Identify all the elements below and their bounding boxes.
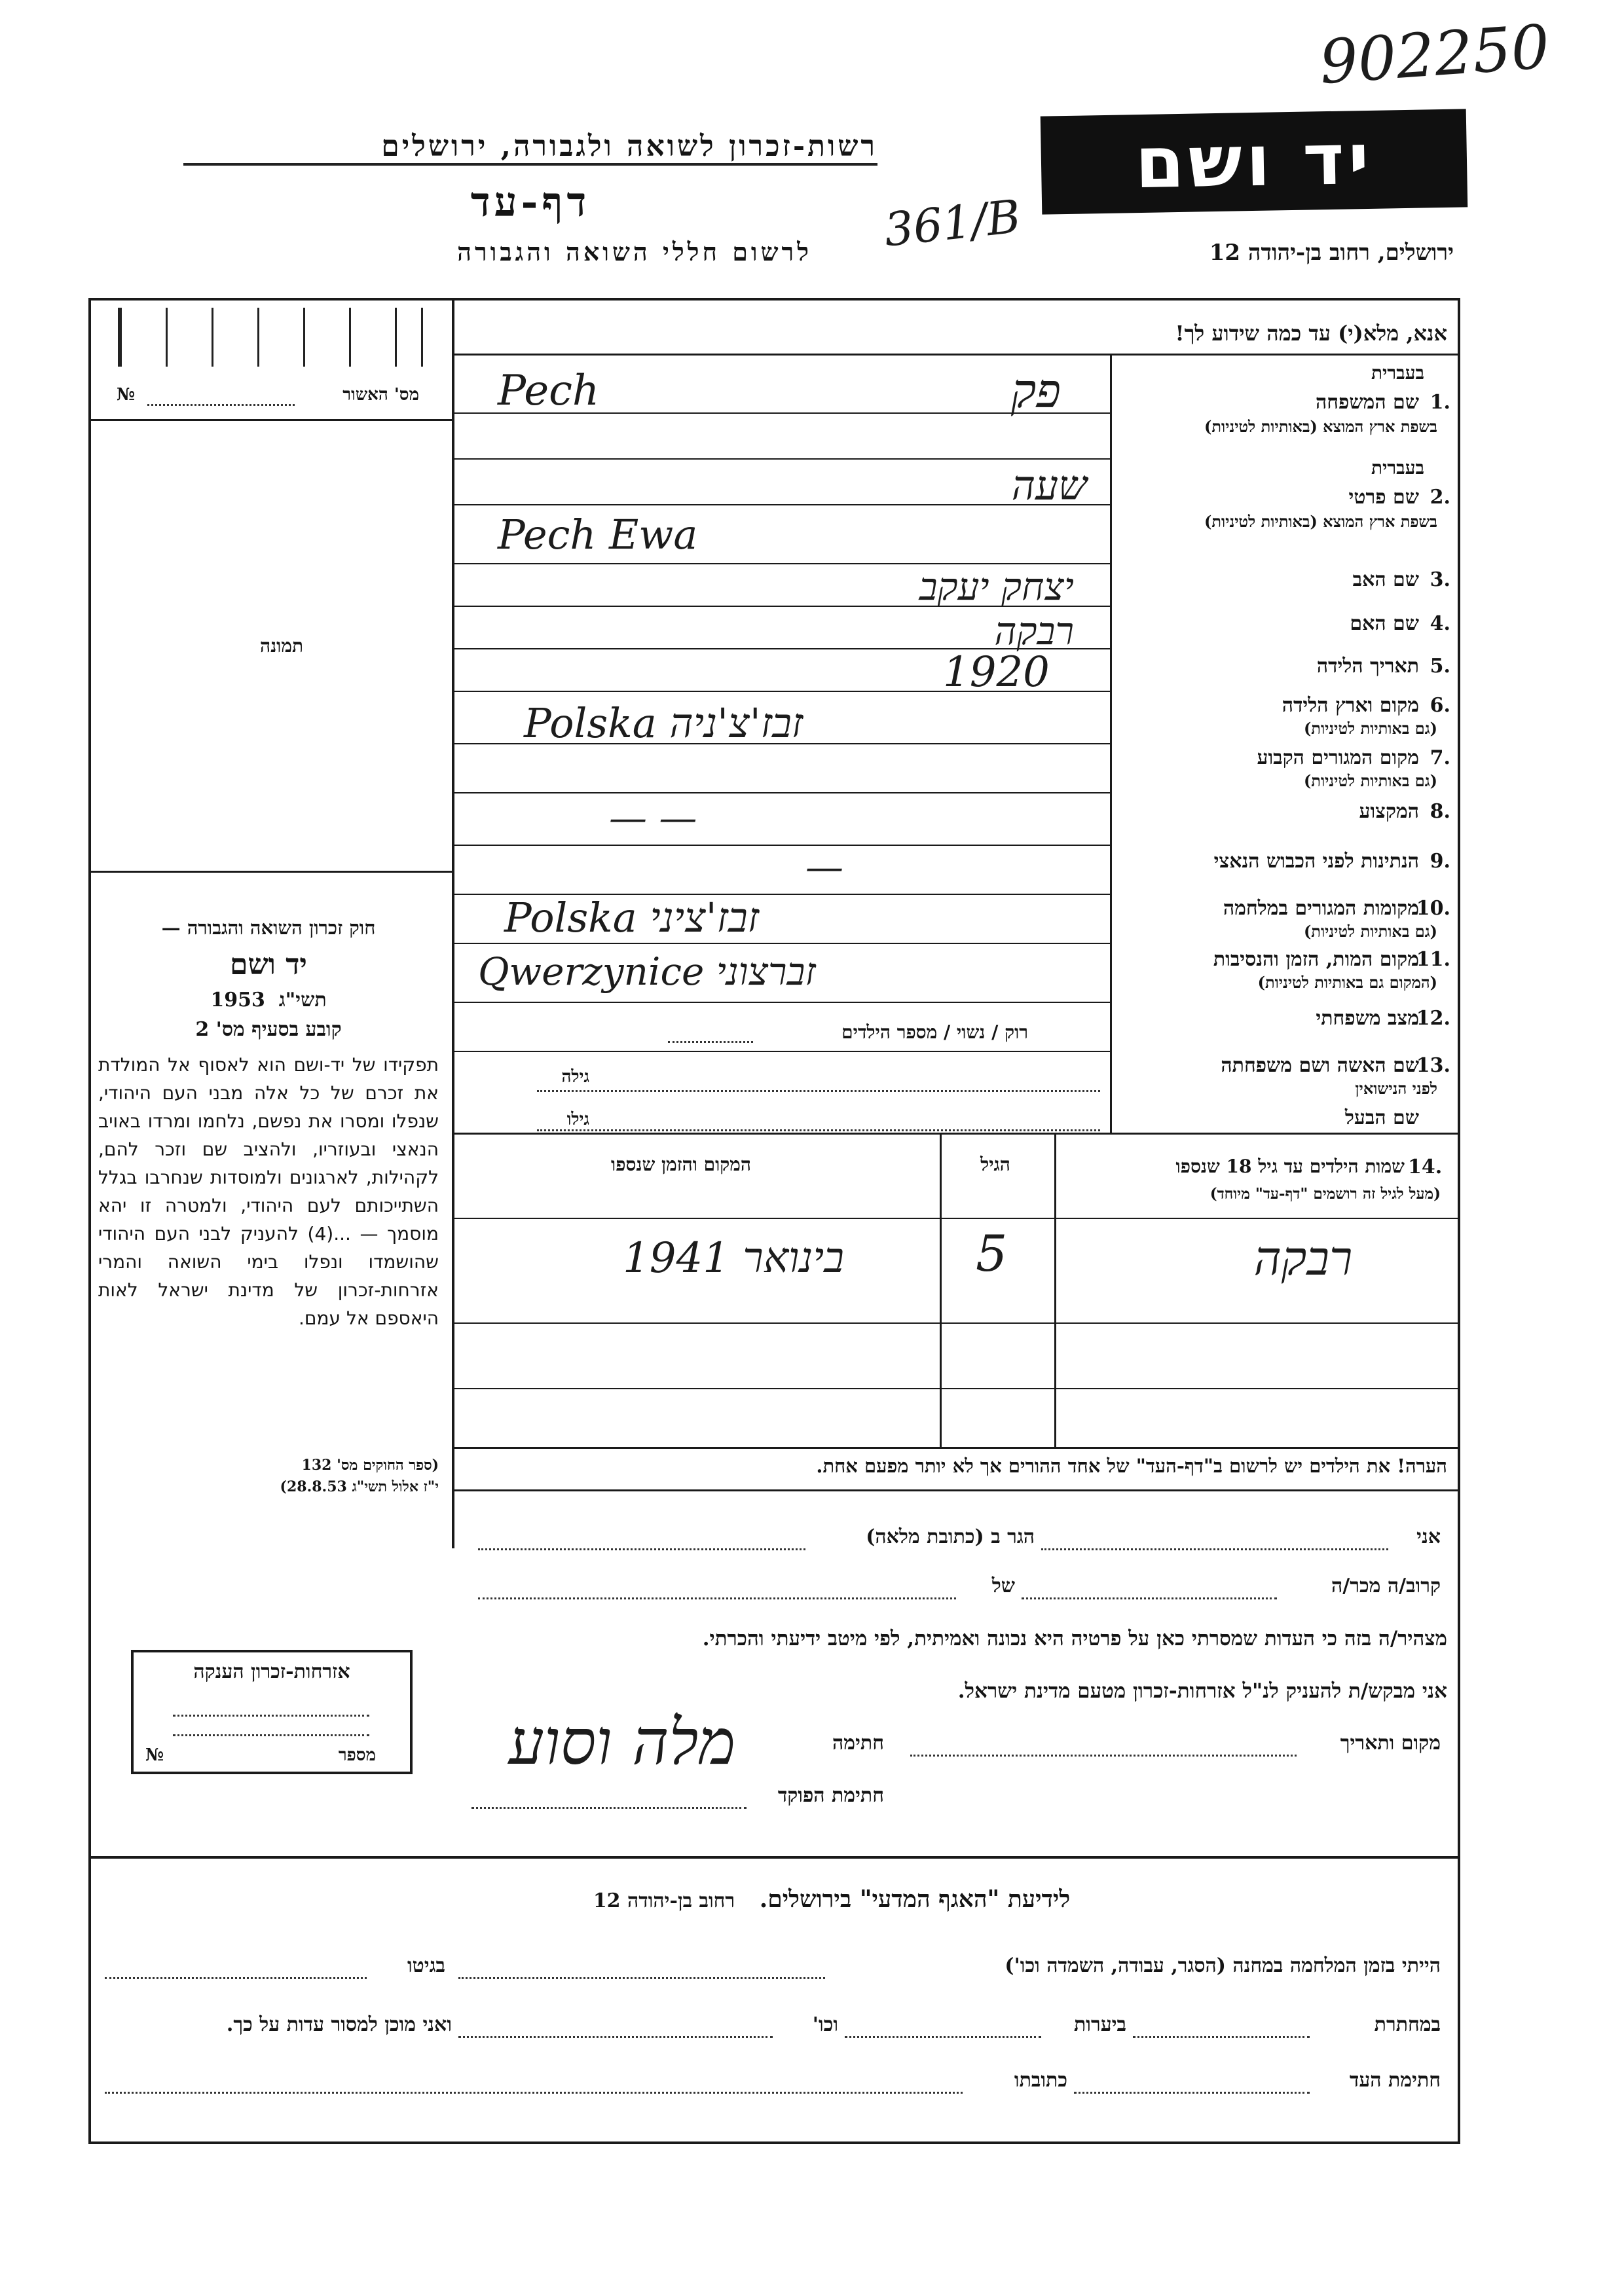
approval-no: № xyxy=(117,385,136,405)
col-place: המקום והזמן שנספו xyxy=(611,1154,751,1175)
field-num: 9. xyxy=(1430,850,1450,873)
wartime-residence: Polska זבז'ציני xyxy=(504,894,760,941)
law-name: יד ושם xyxy=(230,948,307,981)
form-title: דף-עד xyxy=(470,178,591,226)
photo-label: תמונה xyxy=(259,635,304,657)
child-name: רבקה xyxy=(1253,1231,1353,1286)
children-sub: (מעל לגיל זה רושמים "דף-עד" מיוחד) xyxy=(1209,1185,1441,1203)
decl-statement: מצהיר/ה בזה כי העדות שמסרתי כאן על פרטיה היא נכונה ואמיתית, לפי מיטב ידיעתי והכרתי. xyxy=(702,1627,1447,1650)
memorial-box xyxy=(131,1650,413,1774)
field-num: 3. xyxy=(1430,568,1450,591)
field-num: 5. xyxy=(1430,655,1450,678)
approval-label: מס' האשור xyxy=(342,385,419,405)
field-num: 1. xyxy=(1430,391,1450,414)
children-note: הערה! את הילדים יש לרשום ב"דף-העד" של אחד ההורים אך לא יותר מפעם אחת. xyxy=(816,1455,1447,1477)
field-sub: בשפת ארץ המוצא (באותיות לטיניות) xyxy=(1204,512,1437,531)
decl-official: חתימת הפוקד xyxy=(777,1784,884,1807)
surname-latin: Pech xyxy=(498,367,600,415)
field-sub: (גם באותיות לטיניות) xyxy=(1303,771,1437,790)
memorial-title: אזרחות-זכרון הענקה xyxy=(193,1660,350,1683)
field-label: שם האשה ושם משפחתה xyxy=(1221,1054,1419,1077)
bottom-ghetto: בגיטו xyxy=(407,1954,445,1977)
father-name: יצחק יעקב xyxy=(919,564,1074,609)
birth-place: Polska זבז'צ'ניה xyxy=(524,699,803,747)
children-label: שמות הילדים עד גיל 18 שנספו xyxy=(1175,1156,1405,1177)
field-label: מקום המגורים הקבוע xyxy=(1257,746,1419,769)
memorial-no: № xyxy=(145,1745,164,1765)
field-num: 8. xyxy=(1430,800,1450,823)
bottom-etc: וכו' xyxy=(812,2013,838,2036)
intro-text: אנא, מלא(י) עד כמה שידוע לך! xyxy=(1175,321,1447,346)
law-title: חוק זכרון השואה והגבורה — xyxy=(161,917,376,939)
bottom-heading xyxy=(471,1886,1192,1913)
bottom-willing: ואני מוכן למסור עדות על כך. xyxy=(226,2013,452,2036)
husband-age-label: גילו xyxy=(566,1110,589,1129)
decl-of: של xyxy=(991,1575,1015,1597)
field-num: 2. xyxy=(1430,486,1450,509)
field-label: שם האב xyxy=(1352,568,1419,591)
field-label: שם הבעל xyxy=(1344,1106,1419,1129)
form-subtitle: לרשום חללי השואה והגבורה xyxy=(457,237,812,266)
birth-date: 1920 xyxy=(943,648,1050,697)
field-num: 10. xyxy=(1416,897,1450,920)
field-sub: (גם באותיות לטיניות) xyxy=(1303,922,1437,941)
death-place: Qwerzynice זברצוני xyxy=(478,949,816,994)
law-year-num: 1953 xyxy=(210,989,265,1011)
mother-name: רבקה xyxy=(994,609,1074,653)
field-sub: (המקום גם באותיות לטיניות) xyxy=(1257,973,1437,992)
field-num: 6. xyxy=(1430,694,1450,717)
law-section: קובע בסעיף מס' 2 xyxy=(195,1018,342,1041)
col-age: הגיל xyxy=(980,1154,1010,1175)
decl-signature: מלה וסוע xyxy=(508,1705,736,1779)
law-year-he: תשי"ג xyxy=(278,989,327,1011)
field-sub: לפני הנישואין xyxy=(1355,1079,1437,1098)
decl-signature-label: חתימה xyxy=(832,1732,884,1755)
decl-relative: קרוב/ה מכר/ה xyxy=(1331,1575,1441,1597)
firstname-latin: Pech Ewa xyxy=(498,511,698,558)
approval-boxes xyxy=(118,308,423,367)
logo-text: יד ושם xyxy=(1134,118,1374,205)
field-label: המקצוע xyxy=(1359,800,1419,823)
bottom-forests: ביערות xyxy=(1073,2013,1126,2036)
decl-ani: אני xyxy=(1416,1525,1441,1548)
child-age: 5 xyxy=(976,1224,1008,1283)
field-label: מקום המות, הזמן והנסיבות xyxy=(1213,948,1419,971)
field-label: שם המשפחה xyxy=(1315,391,1419,414)
reference-code: 361/B xyxy=(881,189,1024,257)
law-ref2: י"ז אלול תשי"ג 28.8.53) xyxy=(280,1478,439,1495)
field-num: 11. xyxy=(1416,948,1450,971)
surname-hebrew: פק xyxy=(1010,363,1061,418)
bottom-address: רחוב בן-יהודה 12 xyxy=(593,1889,735,1912)
decl-place-date: מקום ותאריך xyxy=(1340,1732,1441,1755)
field-label: שם פרטי xyxy=(1348,486,1419,509)
profession: — — xyxy=(609,795,697,840)
memorial-number: מספר xyxy=(338,1745,376,1765)
law-year xyxy=(98,989,439,1011)
bottom-address-label: כתובתו xyxy=(1014,2069,1067,2092)
law-ref1: (ספר החוקים מס' 132 xyxy=(301,1457,439,1474)
field-label: תאריך הלידה xyxy=(1316,655,1419,678)
field-sub: (גם באותיות לטיניות) xyxy=(1303,719,1437,738)
bottom-line1: הייתי בזמן המלחמה במחנה (הסגר, עבודה, השמדה וכו') xyxy=(1005,1954,1441,1977)
field-num: 4. xyxy=(1430,612,1450,635)
field-label: מצב משפחתי xyxy=(1316,1007,1419,1030)
field-num: 7. xyxy=(1430,746,1450,769)
nationality: — xyxy=(805,845,843,889)
field-label: שם האם xyxy=(1350,612,1419,635)
yad-vashem-logo xyxy=(1041,109,1468,214)
decl-request: אני מבקש/ת להעניק לנ"ל אזרחות-זכרון מטעם מדינת ישראל. xyxy=(957,1679,1447,1703)
authority-title: רשות-זכרון לשואה ולגבורה, ירושלים xyxy=(183,130,877,166)
child-place: בינואר 1941 xyxy=(623,1234,844,1283)
field-num: 13. xyxy=(1416,1054,1450,1077)
bottom-heading-text: לידיעת "האגף המדעי" בירושלים. xyxy=(759,1886,1071,1913)
field-hint: בעברית xyxy=(1371,457,1424,479)
children-num: 14. xyxy=(1408,1156,1443,1178)
law-body: תפקידו של יד-ושם הוא לאסוף אל המולדת את זכרם של כל אלה מבני העם היהודי, שנפלו ומסרו את נפשם, נלחמו ומרדו באויב הנאצי ובעוזריו, ולהציב שם וזכר להם, לקהילות, לארגונים ולמוסדות שנחרבו בגלל השתייכותם לעם היהודי, ולמטרה זו יהא מוסמך — ...(4) להעניק לבני העם היהודי שהושמדו ונפלו בימי השואה והמרי אזרחות-זכרון של מדינת ישראל לאות היאספם אל עמם. xyxy=(98,1054,439,1329)
field-label: מקומות המגורים במלחמה xyxy=(1223,897,1419,920)
marital-options: רוק / נשוי / מספר הילדים xyxy=(841,1021,1028,1043)
bottom-underground: במחתרת xyxy=(1374,2013,1441,2036)
field-hint: בעברית xyxy=(1371,362,1424,384)
firstname-hebrew: שעה xyxy=(1011,462,1087,509)
field-label: מקום וארץ הלידה xyxy=(1282,694,1419,717)
bottom-witness-sig: חתימת העד xyxy=(1349,2069,1441,2092)
field-sub: בשפת ארץ המוצא (באותיות לטיניות) xyxy=(1204,417,1437,436)
field-num: 12. xyxy=(1416,1007,1450,1030)
field-label: הנתינות לפני הכבוש הנאצי xyxy=(1213,850,1419,873)
archive-number: 902250 xyxy=(1317,11,1552,98)
decl-residing: הגר ב (כתובת מלאה) xyxy=(866,1525,1035,1548)
wife-age-label: גילה xyxy=(561,1067,589,1087)
yv-address: ירושלים, רחוב בן-יהודה 12 xyxy=(1209,240,1454,266)
